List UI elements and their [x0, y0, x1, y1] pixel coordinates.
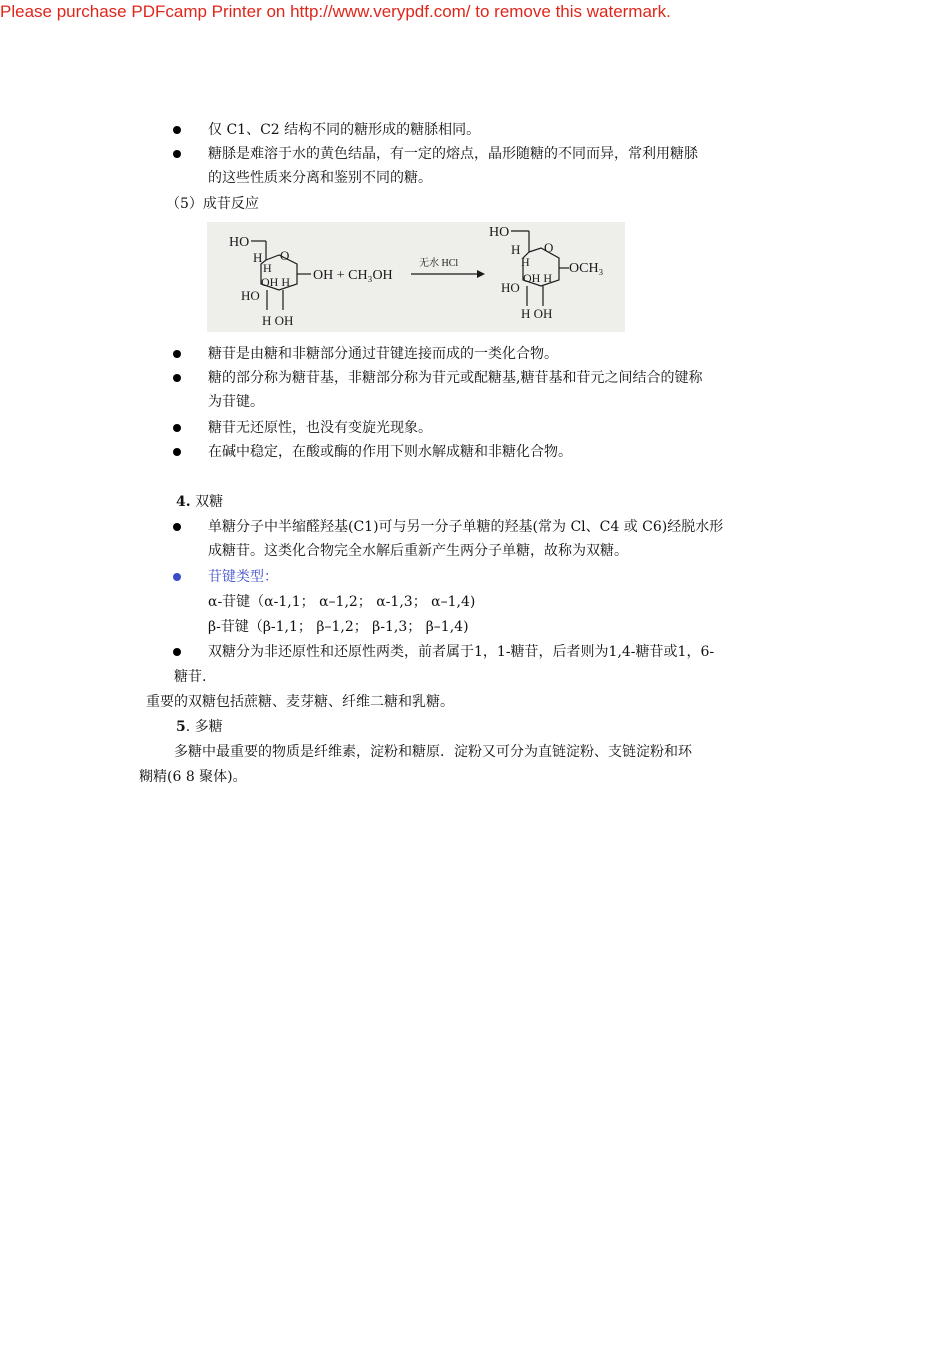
bullet-text: 糖脎是难溶于水的黄色结晶，有一定的熔点，晶形随糖的不同而异，常利用糖脎 — [208, 146, 698, 162]
bullet-text: 在碱中稳定，在酸或酶的作用下则水解成糖和非糖化合物。 — [208, 444, 572, 460]
bullet-text: 糖苷是由糖和非糖部分通过苷键连接而成的一类化合物。 — [208, 346, 558, 362]
bullet-text: 单糖分子中半缩醛羟基(C1)可与另一分子单糖的羟基(常为 Cl、C4 或 C6)经脱水形 — [208, 519, 724, 535]
fig-label: HO — [241, 288, 260, 303]
bullet-text: 苷键类型： — [208, 569, 278, 585]
fig-label: O — [280, 248, 290, 263]
bullet-text: 糖苷无还原性，也没有变旋光现象。 — [208, 420, 432, 436]
fig-label: HO — [489, 225, 510, 240]
section-title: . 多糖 — [185, 719, 223, 735]
section-number: 5 — [176, 719, 186, 735]
fig-label: H OH — [262, 313, 294, 328]
bullet-icon — [173, 573, 181, 581]
bullet-text-continued: 为苷键。 — [208, 394, 264, 410]
bullet-icon — [173, 448, 181, 456]
fig-label: OH + CH₃OH — [313, 268, 393, 283]
section-title: 双糖 — [190, 494, 224, 510]
fig-label: H OH — [521, 306, 553, 321]
fig-label: OH H — [523, 271, 552, 285]
bullet-text: 糖的部分称为糖苷基，非糖部分称为苷元或配糖基,糖苷基和苷元之间结合的键称 — [208, 370, 703, 386]
bullet-text: 仅 C1、C2 结构不同的糖形成的糖脎相同。 — [208, 122, 481, 138]
paragraph-continued: 糊精(6 8 聚体)。 — [139, 769, 247, 785]
fig-label: OCH₃ — [569, 261, 604, 276]
bullet-text-continued: 成糖苷。这类化合物完全水解后重新产生两分子单糖，故称为双糖。 — [208, 543, 628, 559]
bullet-text-continued: 的这些性质来分离和鉴别不同的糖。 — [208, 170, 432, 186]
bullet-icon — [173, 523, 181, 531]
fig-label: HO — [229, 235, 250, 250]
paragraph: 重要的双糖包括蔗糖、麦芽糖、纤维二糖和乳糖。 — [146, 694, 454, 710]
section-number: 4. — [176, 494, 191, 510]
section-heading: （5）成苷反应 — [166, 196, 259, 212]
fig-label: H — [521, 255, 530, 269]
fig-label: OH H — [261, 275, 290, 289]
bullet-icon — [173, 126, 181, 134]
fig-label: H — [263, 261, 272, 275]
bullet-icon — [173, 350, 181, 358]
bullet-icon — [173, 374, 181, 382]
bullet-icon — [173, 424, 181, 432]
fig-label: H — [253, 250, 263, 265]
section-heading — [176, 494, 223, 510]
watermark-text: Please purchase PDFcamp Printer on http://www.verypdf.com/ to remove this watermark. — [0, 2, 671, 21]
bullet-icon — [173, 150, 181, 158]
fig-label: O — [544, 240, 554, 255]
glycoside-reaction-figure — [207, 222, 625, 332]
fig-label: H — [511, 242, 521, 257]
fig-label: 无水 HCl — [419, 258, 459, 269]
fig-label: HO — [501, 280, 520, 295]
bullet-text-continued: 糖苷. — [174, 669, 207, 685]
bullet-icon — [173, 648, 181, 656]
paragraph: 多糖中最重要的物质是纤维素，淀粉和糖原．淀粉又可分为直链淀粉、支链淀粉和环 — [174, 744, 692, 760]
bullet-text: 双糖分为非还原性和还原性两类，前者属于1，1-糖苷，后者则为1,4-糖苷或1，6- — [208, 644, 715, 660]
beta-bond-types: β-苷键（β-1,1； β–1,2； β-1,3； β–1,4) — [208, 619, 469, 635]
section-heading — [176, 719, 223, 735]
alpha-bond-types: α-苷键（α-1,1； α–1,2； α-1,3； α–1,4) — [208, 594, 476, 610]
